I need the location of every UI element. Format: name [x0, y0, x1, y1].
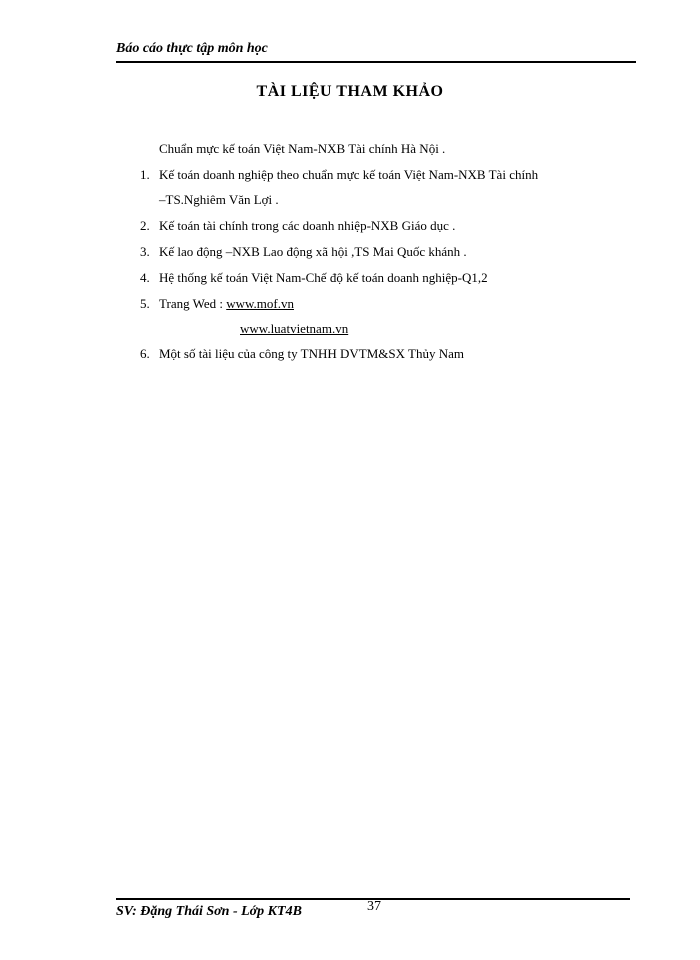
running-header: Báo cáo thực tập môn học — [116, 41, 268, 56]
luatvietnam-link[interactable]: www.luatvietnam.vn — [240, 321, 349, 336]
mof-link[interactable]: www.mof.vn — [226, 296, 294, 311]
reference-item-text: Kế toán doanh nghiệp theo chuẩn mực kế toán Việt Nam-NXB Tài chính — [159, 167, 539, 182]
reference-number: 1. — [140, 167, 150, 182]
reference-item-continuation: –TS.Nghiêm Văn Lợi . — [159, 192, 279, 207]
website-label: Trang Wed : — [159, 296, 227, 311]
reference-number: 6. — [140, 346, 150, 361]
reference-item-text — [159, 296, 294, 312]
running-footer: SV: Đặng Thái Sơn - Lớp KT4B — [116, 904, 302, 919]
page-title: TÀI LIỆU THAM KHẢO — [256, 83, 444, 100]
reference-item-text: Kế lao động –NXB Lao động xã hội ,TS Mai Quốc khánh . — [159, 244, 467, 259]
reference-intro: Chuẩn mực kế toán Việt Nam-NXB Tài chính Hà Nội . — [159, 141, 446, 156]
reference-item-text: Kế toán tài chính trong các doanh nhiệp-NXB Giáo dục . — [159, 218, 456, 233]
reference-number: 4. — [140, 270, 150, 285]
reference-number: 2. — [140, 218, 150, 233]
reference-number: 3. — [140, 244, 150, 259]
reference-item-text: Hệ thống kế toán Việt Nam-Chế độ kế toán doanh nghiệp-Q1,2 — [159, 270, 488, 285]
reference-number: 5. — [140, 296, 150, 311]
reference-item-text: Một số tài liệu của công ty TNHH DVTM&SX Thủy Nam — [159, 346, 464, 361]
reference-item-link-line — [240, 321, 348, 337]
page-number: 37 — [367, 899, 381, 914]
header-divider — [116, 61, 636, 63]
